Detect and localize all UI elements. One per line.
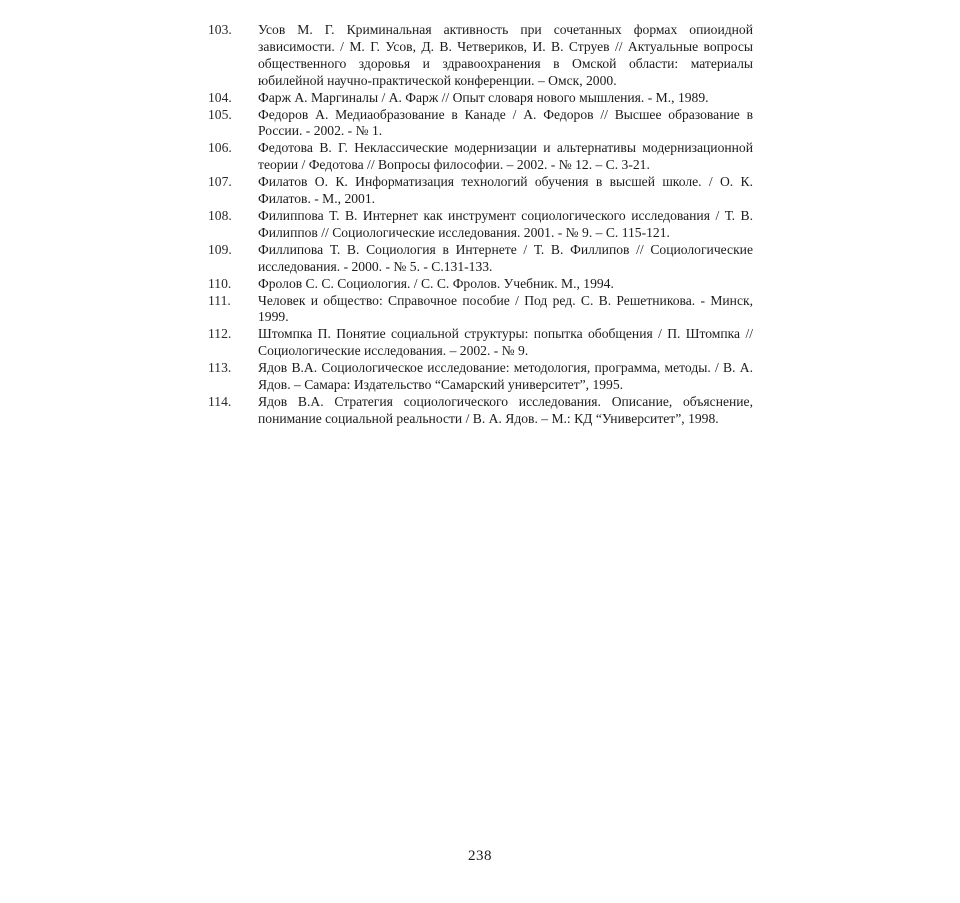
reference-item (208, 140, 753, 174)
reference-number: 112. (208, 326, 232, 342)
reference-item (208, 326, 753, 360)
reference-number: 109. (208, 241, 232, 257)
page-number: 238 (468, 848, 492, 864)
reference-number: 104. (208, 89, 232, 105)
reference-number: 110. (208, 275, 232, 291)
reference-number: 108. (208, 207, 232, 223)
reference-text: Штомпка П. Понятие социальной структуры: попытка обобщения / П. Штомпка // Социологические исследования. – 2002. - № 9. (258, 326, 753, 359)
reference-text: Ядов В.А. Стратегия социологического исследования. Описание, объяснение, понимание социальной реальности / В. А. Ядов. – М.: КД “Университет”, 1998. (258, 393, 753, 426)
reference-item (208, 174, 753, 208)
reference-list (208, 22, 753, 428)
reference-number: 113. (208, 360, 232, 376)
reference-text: Ядов В.А. Социологическое исследование: методология, программа, методы. / В. А. Ядов. – Самара: Издательство “Самарский университет”, 1995. (258, 360, 753, 393)
reference-item (208, 242, 753, 276)
reference-number: 107. (208, 174, 232, 190)
reference-number: 106. (208, 140, 232, 156)
reference-text: Филиппова Т. В. Интернет как инструмент социологического исследования / Т. В. Филиппов // Социологические исследования. 2001. - № 9. – С. 115-121. (258, 207, 753, 240)
reference-number: 114. (208, 393, 232, 409)
reference-text: Фарж А. Маргиналы / А. Фарж // Опыт словаря нового мышления. - М., 1989. (258, 89, 709, 105)
reference-item (208, 208, 753, 242)
reference-item (208, 293, 753, 327)
reference-text: Фролов С. С. Социология. / С. С. Фролов. Учебник. М., 1994. (258, 275, 614, 291)
reference-text: Человек и общество: Справочное пособие / Под ред. С. В. Решетникова. - Минск, 1999. (258, 292, 753, 325)
reference-text: Усов М. Г. Криминальная активность при сочетанных формах опиоидной зависимости. / М. Г. Усов, Д. В. Четвериков, И. В. Струев // Актуальные вопросы общественного здоровья и здравоохранения в Омской области: материалы юбилейной научно-практической конференции. – Омск, 2000. (258, 22, 753, 88)
reference-number: 105. (208, 106, 232, 122)
reference-number: 103. (208, 22, 232, 37)
reference-text: Филатов О. К. Информатизация технологий обучения в высшей школе. / О. К. Филатов. - М., 2001. (258, 174, 753, 207)
reference-item (208, 360, 753, 394)
reference-item (208, 107, 753, 141)
reference-item (208, 394, 753, 428)
reference-item (208, 90, 753, 107)
reference-item (208, 276, 753, 293)
reference-text: Федоров А. Медиаобразование в Канаде / А. Федоров // Высшее образование в России. - 2002. - № 1. (258, 106, 753, 139)
reference-number: 111. (208, 292, 231, 308)
reference-text: Филлипова Т. В. Социология в Интернете / Т. В. Филлипов // Социологические исследования. - 2000. - № 5. - С.131-133. (258, 241, 753, 274)
reference-item (208, 22, 753, 90)
reference-text: Федотова В. Г. Неклассические модернизации и альтернативы модернизационной теории / Федотова // Вопросы философии. – 2002. - № 12. – С. 3-21. (258, 140, 753, 173)
